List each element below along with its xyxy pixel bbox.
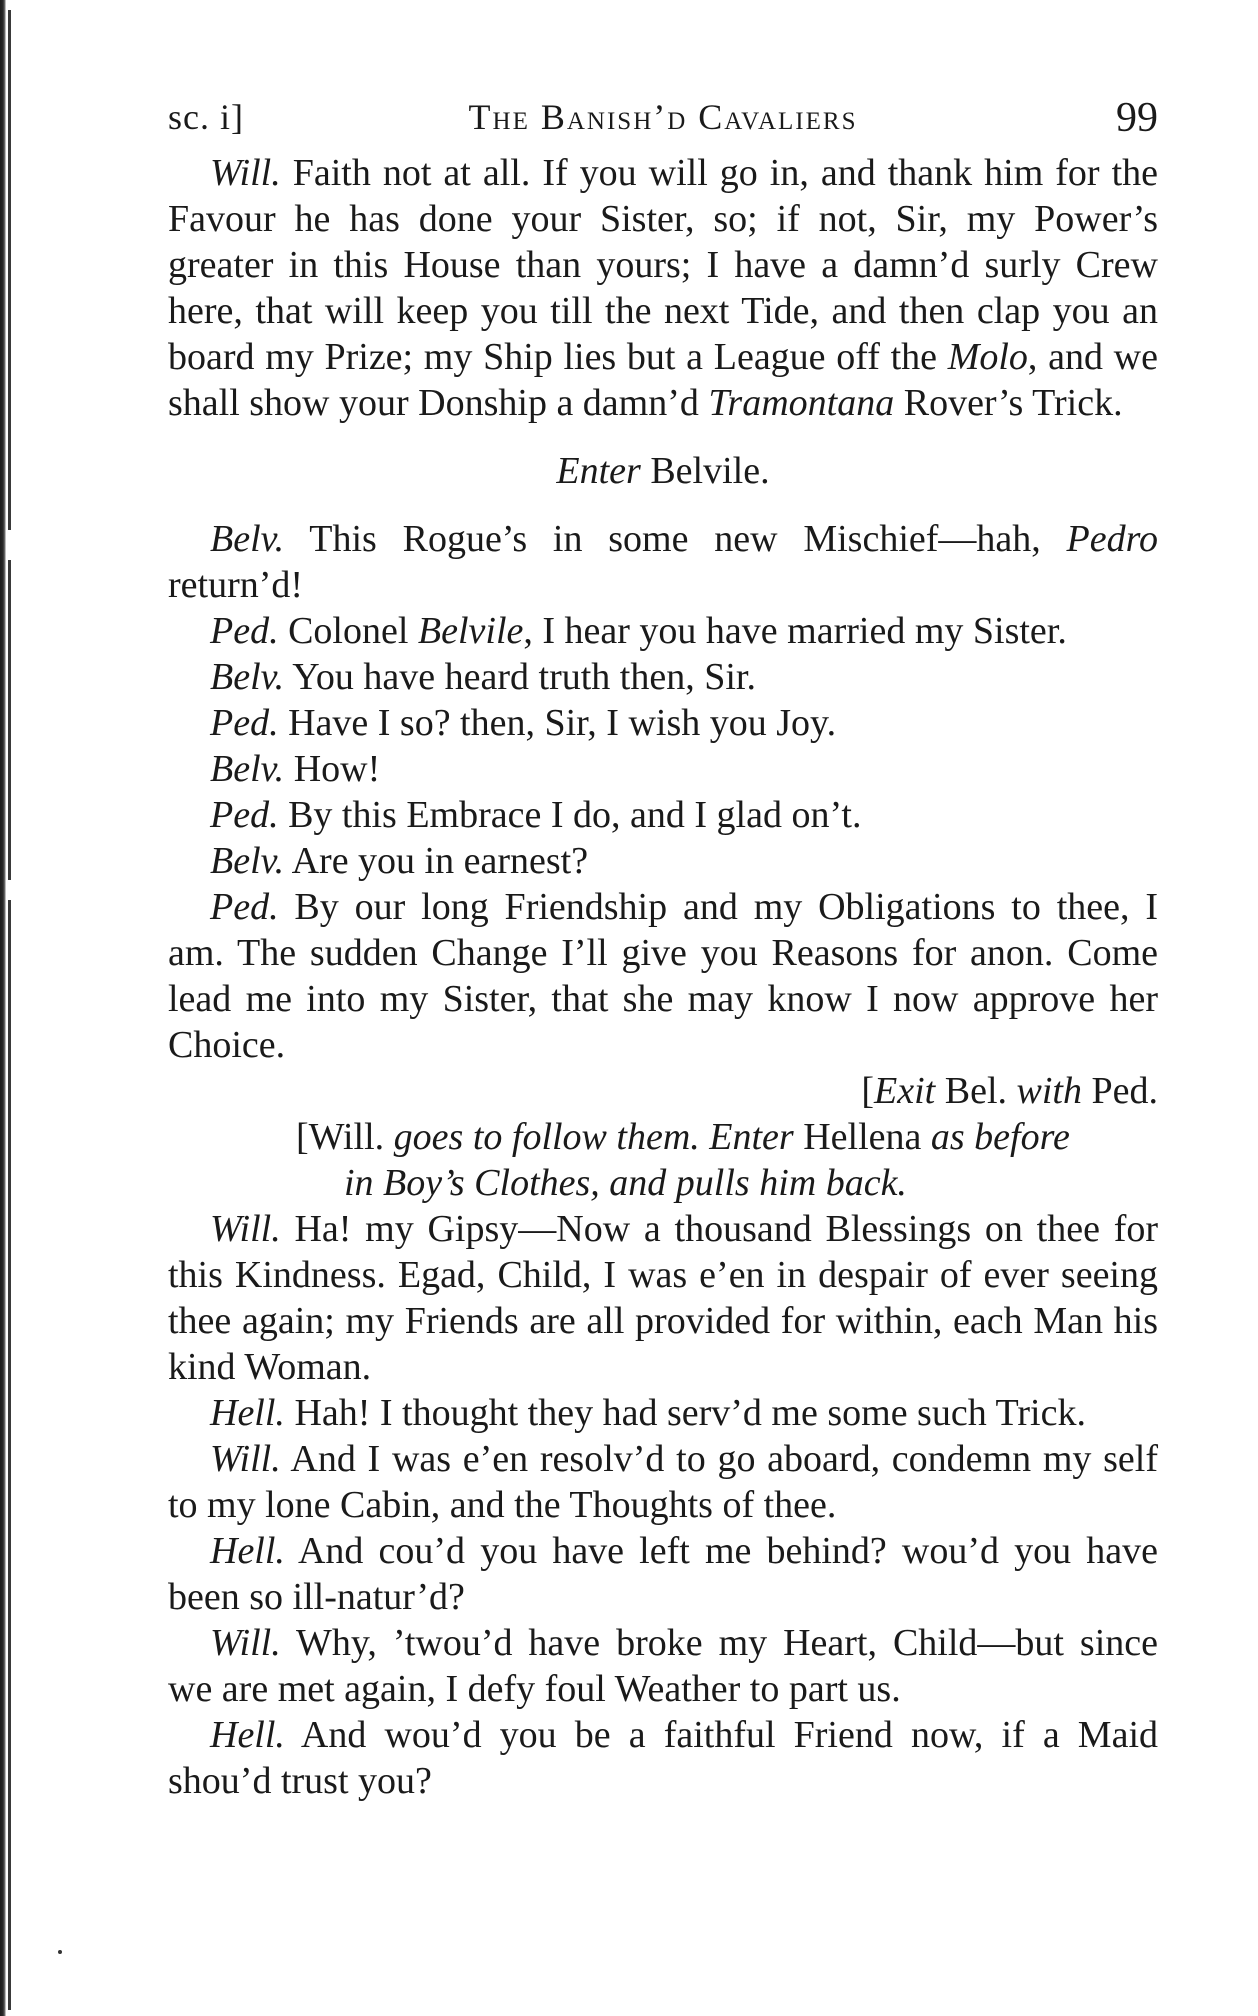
exit-word: Exit (874, 1070, 936, 1112)
page-body (168, 150, 1158, 1804)
speech (168, 838, 1158, 884)
speaker: Ped. (210, 702, 279, 744)
speaker: Will. (210, 1208, 281, 1250)
gutter-line (8, 10, 11, 530)
exit-with: with (1016, 1070, 1082, 1112)
speaker: Hell. (210, 1714, 285, 1756)
speaker: Ped. (210, 794, 279, 836)
speech (168, 1620, 1158, 1712)
speech (168, 654, 1158, 700)
direction-name: Hellena (793, 1116, 931, 1158)
speech (168, 792, 1158, 838)
speech (168, 608, 1158, 654)
speaker: Ped. (210, 610, 279, 652)
speech-text: How! (284, 748, 381, 790)
speech-text: Hah! I thought they had serv’d me some such Trick. (284, 1392, 1086, 1434)
stage-direction (296, 1114, 1158, 1206)
speech-text: Faith not at all. If you will go in, and thank him for the Favour he has done your Sister, so; if not, Sir, my Power’s greater in this House than yours; I have a damn’d surly Crew here, that will keep you till the next Tide, and then clap you an board my Prize; my Ship lies but a League off the (168, 152, 1158, 378)
speaker: Belv. (210, 840, 285, 882)
speech-text: By our long Friendship and my Obligations to thee, I am. The sudden Change I’ll give you Reasons for anon. Come lead me into my Sister, that she may know I now approve her Choice. (168, 886, 1158, 1066)
speech-text: return’d! (168, 564, 304, 606)
stage-direction-exit (168, 1068, 1158, 1114)
speaker: Will. (210, 1622, 281, 1664)
speech-text: By this Embrace I do, and I glad on’t. (278, 794, 862, 836)
speech-italic: Molo (947, 336, 1028, 378)
exit-name: Bel. (935, 1070, 1017, 1112)
speech-italic: Tramontana (708, 382, 895, 424)
speech-text: Rover’s Trick. (894, 382, 1123, 424)
speech (168, 1436, 1158, 1528)
speech-text: Why, ’twou’d have broke my Heart, Child—but since we are met again, I defy foul Weather to part us. (168, 1622, 1158, 1710)
speech-text: Are you in earnest? (284, 840, 589, 882)
speech-text: Have I so? then, Sir, I wish you Joy. (278, 702, 837, 744)
speech (168, 1390, 1158, 1436)
speaker: Belv. (210, 656, 285, 698)
speech-text: , and we shall show your Donship a damn’d (168, 336, 1158, 424)
speech-italic: Belvile (417, 610, 524, 652)
speech (168, 746, 1158, 792)
stage-name: Belvile. (640, 450, 770, 492)
direction-text: [Will. (296, 1116, 394, 1158)
speech (168, 516, 1158, 608)
speech (168, 1206, 1158, 1390)
speech (168, 700, 1158, 746)
stage-direction-enter (168, 448, 1158, 494)
speech-text: , I hear you have married my Sister. (523, 610, 1067, 652)
speech (168, 1712, 1158, 1804)
speaker: Belv. (210, 748, 285, 790)
direction-italic: as before (930, 1116, 1070, 1158)
speaker: Hell. (210, 1530, 285, 1572)
page-number: 99 (1116, 95, 1158, 141)
speech (168, 150, 1158, 426)
ink-speck (58, 1950, 62, 1954)
speaker: Will. (210, 152, 281, 194)
running-header (168, 90, 1158, 150)
gutter-line (8, 900, 11, 2010)
speech-text: And wou’d you be a faithful Friend now, if a Maid shou’d trust you? (168, 1714, 1158, 1802)
speech (168, 1528, 1158, 1620)
speech-text: And cou’d you have left me behind? wou’d you have been so ill-natur’d? (168, 1530, 1158, 1618)
gutter-line (8, 560, 11, 880)
speech-text: This Rogue’s in some new Mischief—hah, (284, 518, 1067, 560)
scene-marker: sc. i] (168, 97, 244, 137)
speaker: Belv. (210, 518, 285, 560)
stage-enter: Enter (556, 450, 641, 492)
running-title: The Banish’d Cavaliers (468, 97, 858, 137)
speech-text: You have heard truth then, Sir. (284, 656, 756, 698)
speech-text: Ha! my Gipsy—Now a thousand Blessings on thee for this Kindness. Egad, Child, I was e’en in despair of ever seeing thee again; my Friends are all provided for within, each Man his kind Woman. (168, 1208, 1158, 1388)
speaker: Hell. (210, 1392, 285, 1434)
book-gutter-edge (0, 0, 6, 2016)
direction-italic: goes to follow them. Enter (393, 1116, 794, 1158)
speech-italic: Pedro (1066, 518, 1158, 560)
direction-line-2: in Boy’s Clothes, and pulls him back. (344, 1162, 907, 1204)
speech-text: And I was e’en resolv’d to go aboard, condemn my self to my lone Cabin, and the Thoughts of thee. (168, 1438, 1158, 1526)
speech-text: Colonel (278, 610, 418, 652)
speech (168, 884, 1158, 1068)
speaker: Will. (210, 1438, 281, 1480)
speaker: Ped. (210, 886, 279, 928)
exit-bracket: [ (861, 1070, 875, 1112)
exit-name: Ped. (1082, 1070, 1158, 1112)
